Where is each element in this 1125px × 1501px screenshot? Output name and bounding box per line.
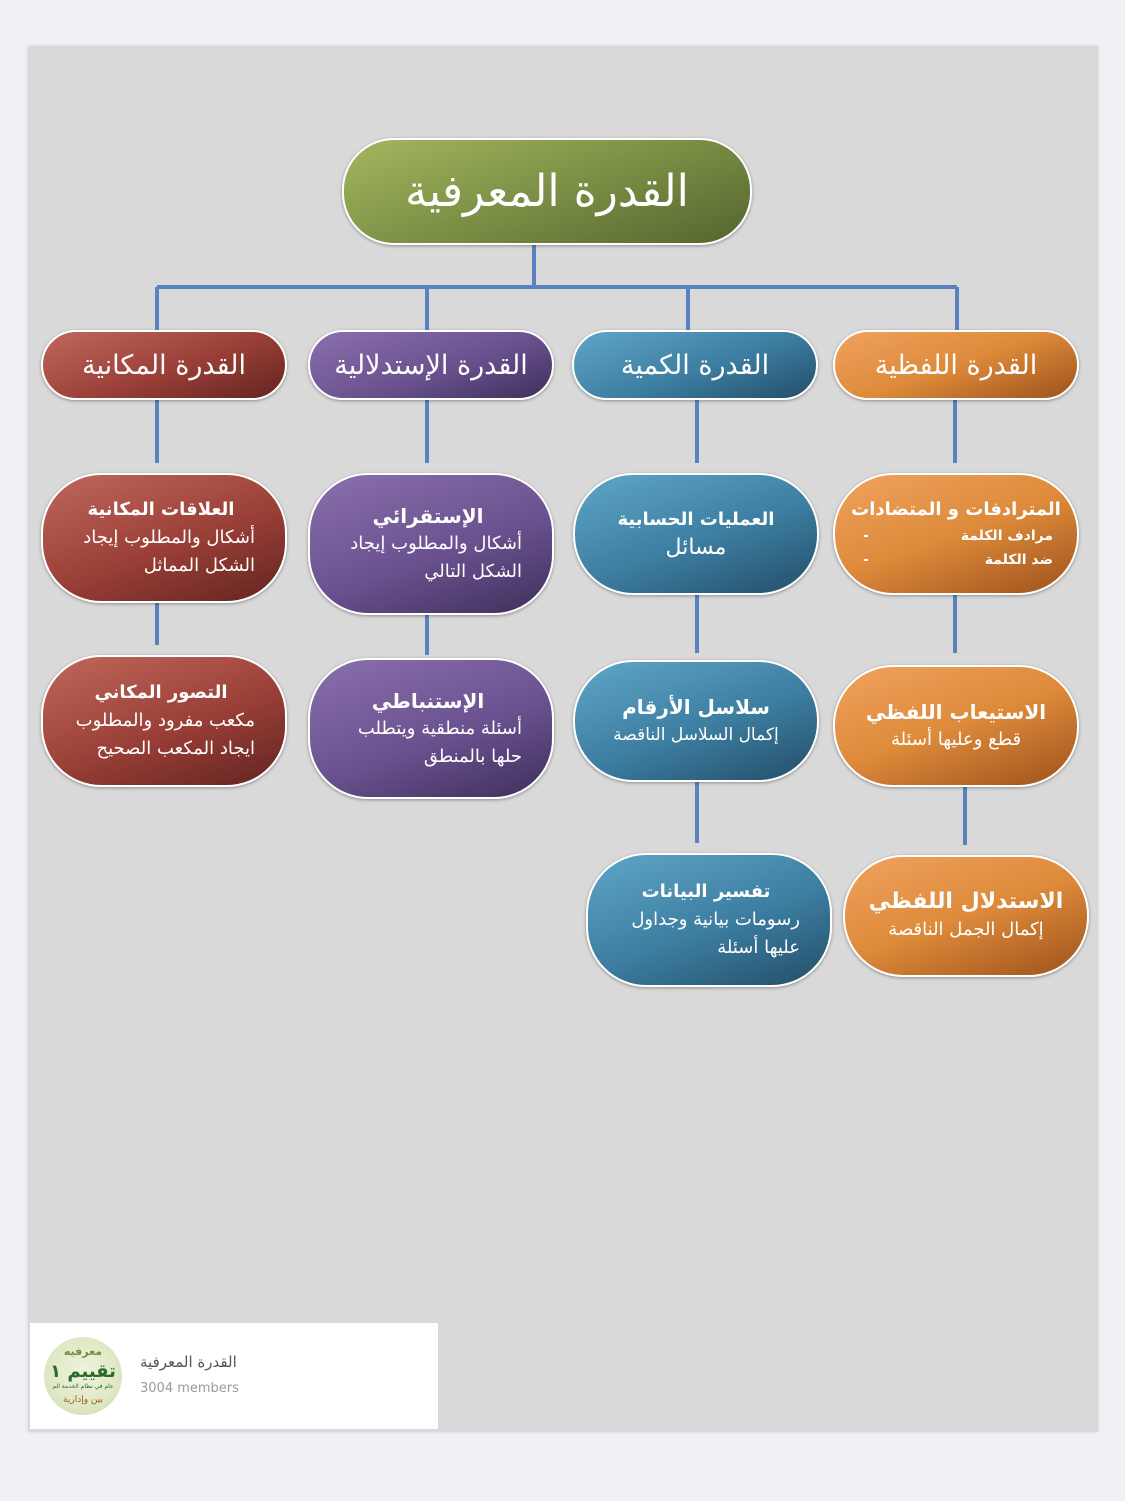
list-item-dash: -: [863, 552, 869, 568]
category-inductive: [308, 330, 554, 400]
category-spatial: [41, 330, 287, 400]
node-number-series: [573, 660, 819, 782]
node-verbal-reasoning: [843, 855, 1089, 977]
logo-text-4: بين وإدارية: [63, 1395, 103, 1405]
group-avatar[interactable]: [44, 1337, 122, 1415]
node-spatial-relations-title: العلاقات المكانية: [87, 499, 235, 520]
node-deductive: [308, 658, 554, 799]
node-spatial-relations: [41, 473, 287, 603]
logo-text-1: معرفيه: [63, 1345, 103, 1358]
node-verbal-reasoning-title: الاستدلال اللفظي: [868, 889, 1064, 914]
category-inductive-title: القدرة الإستدلالية: [334, 349, 528, 381]
node-deductive-title: الإستنباطي: [371, 688, 485, 713]
node-synonyms-antonyms-list: [835, 524, 1077, 572]
node-data-interpretation-title: تفسير البيانات: [641, 881, 771, 902]
category-verbal: [833, 330, 1079, 400]
node-verbal-comprehension: [833, 665, 1079, 787]
node-verbal-reasoning-desc: إكمال الجمل الناقصة: [888, 919, 1044, 940]
node-arithmetic-desc: مسائل: [665, 535, 727, 560]
logo-text-2: تقييم ١: [50, 1361, 116, 1382]
list-item-dash: -: [863, 528, 869, 544]
category-quantitative-title: القدرة الكمية: [620, 349, 770, 381]
node-data-interpretation-desc: رسومات بيانية وجداول عليها أسئلة: [631, 909, 800, 958]
node-arithmetic-title: العمليات الحسابية: [617, 509, 775, 530]
node-spatial-relations-desc: أشكال والمطلوب إيجاد الشكل المماثل: [83, 527, 255, 576]
node-synonyms-antonyms-title: المترادفات و المتضادات: [851, 499, 1061, 520]
node-verbal-comprehension-desc: قطع وعليها أسئلة: [890, 729, 1022, 750]
list-item: [835, 548, 1077, 572]
node-inductive: [308, 473, 554, 615]
root-title: القدرة المعرفية: [405, 166, 689, 217]
category-verbal-title: القدرة اللفظية: [874, 349, 1038, 381]
group-card[interactable]: [30, 1323, 438, 1429]
list-item-text: مرادف الكلمة: [960, 528, 1053, 544]
node-number-series-title: سلاسل الأرقام: [622, 695, 770, 719]
group-name[interactable]: القدرة المعرفية: [140, 1353, 237, 1371]
group-member-count: 3004 members: [140, 1381, 239, 1396]
node-synonyms-antonyms: [833, 473, 1079, 595]
logo-text-3: عام في نظام الخدمة الم: [52, 1383, 114, 1390]
list-item: [835, 524, 1077, 548]
root-node: [342, 138, 752, 245]
node-arithmetic: [573, 473, 819, 595]
node-deductive-desc: أسئلة منطقية ويتطلب حلها بالمنطق: [357, 717, 522, 767]
list-item-text: ضد الكلمة: [984, 552, 1053, 568]
node-spatial-visualization-desc: مكعب مفرود والمطلوب ايجاد المكعب الصحيح: [75, 710, 255, 759]
node-data-interpretation: [586, 853, 832, 987]
node-inductive-title: الإستقرائي: [372, 504, 484, 528]
category-quantitative: [572, 330, 818, 400]
node-verbal-comprehension-title: الاستيعاب اللفظي: [865, 700, 1047, 724]
node-inductive-desc: أشكال والمطلوب إيجاد الشكل التالي: [350, 533, 522, 582]
node-spatial-visualization-title: التصور المكاني: [94, 682, 228, 703]
category-spatial-title: القدرة المكانية: [82, 349, 246, 381]
node-spatial-visualization: [41, 655, 287, 787]
node-number-series-desc: إكمال السلاسل الناقصة: [613, 725, 779, 745]
